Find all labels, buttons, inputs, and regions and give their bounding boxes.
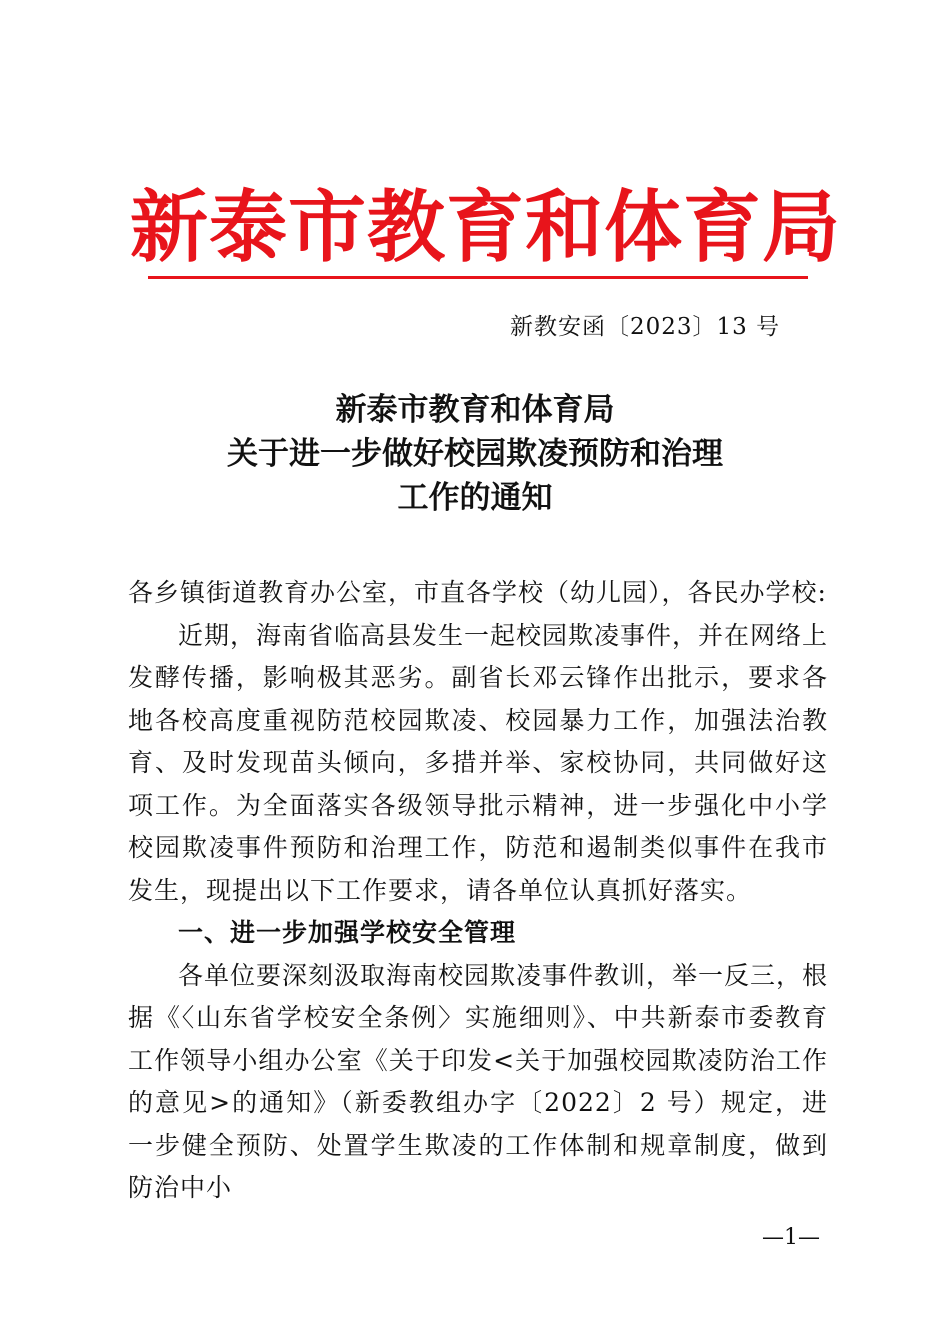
title-line-3: 工作的通知: [397, 480, 553, 516]
title-line-2: 关于进一步做好校园欺凌预防和治理: [227, 436, 723, 472]
notice-body: [128, 572, 828, 1210]
document-number: 新教安函〔2023〕13 号: [510, 314, 781, 340]
page-number: —1—: [762, 1225, 820, 1250]
section-heading-1: 一、进一步加强学校安全管理: [178, 918, 517, 947]
red-divider-line: [148, 276, 808, 279]
addressee-line: 各乡镇街道教育办公室，市直各学校（幼儿园），各民办学校:: [128, 578, 827, 607]
title-line-1: 新泰市教育和体育局: [335, 392, 615, 428]
paragraph-intro: 近期，海南省临高县发生一起校园欺凌事件，并在网络上发酵传播，影响极其恶劣。副省长邓云锋作出批示，要求各地各校高度重视防范校园欺凌、校园暴力工作，加强法治教育、及时发现苗头倾向，多措并举、家校协同，共同做好这项工作。为全面落实各级领导批示精神，进一步强化中小学校园欺凌事件预防和治理工作，防范和遏制类似事件在我市发生，现提出以下工作要求，请各单位认真抓好落实。: [128, 620, 829, 905]
paragraph-section-1: 各单位要深刻汲取海南校园欺凌事件教训，举一反三，根据《〈山东省学校安全条例〉实施细则》、中共新泰市委教育工作领导小组办公室《关于印发<关于加强校园欺凌防治工作的意见>的通知》（新委教组办字〔2022〕2 号）规定，进一步健全预防、处置学生欺凌的工作体制和规章制度，做到防治中小: [128, 960, 829, 1202]
masthead-title: 新泰市教育和体育局: [130, 182, 842, 273]
notice-title: [100, 388, 850, 520]
